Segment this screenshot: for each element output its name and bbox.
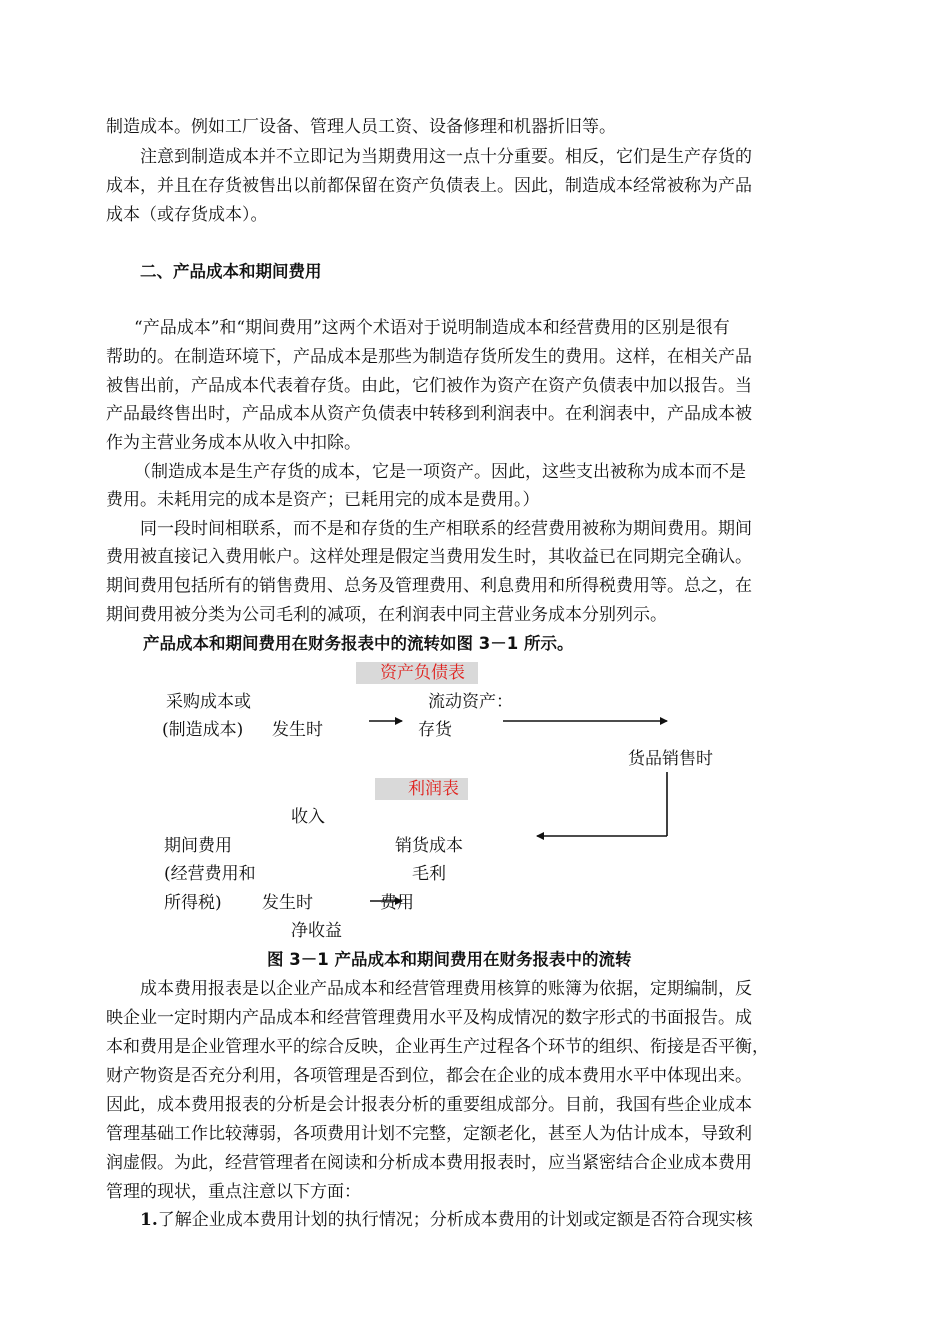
body-text-line: 成本，并且在存货被售出以前都保留在资产负债表上。因此，制造成本经常被称为产品: [106, 176, 752, 196]
figure-caption: 图 3－1 产品成本和期间费用在财务报表中的流转: [267, 950, 632, 969]
body-text-line: 费用。未耗用完的成本是资产；已耗用完的成本是费用。）: [106, 490, 540, 510]
body-text-line: 润虚假。为此，经营管理者在阅读和分析成本费用报表时，应当紧密结合企业成本费用: [106, 1153, 752, 1173]
body-text-line: 帮助的。在制造环境下，产品成本是那些为制造存货所发生的费用。这样，在相关产品: [106, 347, 752, 367]
body-text-line: 注意到制造成本并不立即记为当期费用这一点十分重要。相反，它们是生产存货的: [140, 147, 752, 167]
income-statement-label: 利润表: [408, 779, 459, 799]
gross-profit-label: 毛利: [412, 864, 446, 884]
cogs-label: 销货成本: [395, 836, 463, 856]
purchase-cost-label: 采购成本或: [166, 692, 251, 712]
body-text-line: 成本（或存货成本）。: [106, 205, 268, 225]
current-assets-label: 流动资产：: [428, 692, 513, 712]
inventory-label: 存货: [418, 720, 452, 740]
section-heading: 二、产品成本和期间费用: [140, 262, 322, 281]
body-text-line: 映企业一定时期内产品成本和经营管理费用水平及构成情况的数字形式的书面报告。成: [106, 1008, 752, 1028]
body-text-line: 成本费用报表是以企业产品成本和经营管理费用核算的账簿为依据，定期编制，反: [140, 979, 752, 999]
list-item-text: 了解企业成本费用计划的执行情况；分析成本费用的计划或定额是否符合现实核: [157, 1210, 753, 1230]
body-text-line: “产品成本”和“期间费用”这两个术语对于说明制造成本和经营费用的区别是很有: [134, 318, 730, 338]
body-text-line: 作为主营业务成本从收入中扣除。: [106, 433, 361, 453]
body-text-line: 费用被直接记入费用帐户。这样处理是假定当费用发生时，其收益已在同期完全确认。: [106, 547, 752, 567]
list-item: [140, 1210, 753, 1230]
goods-sold-label: 货品销售时: [628, 749, 713, 769]
body-text-line: 管理的现状，重点注意以下方面：: [106, 1182, 361, 1202]
body-text-line: 产品最终售出时，产品成本从资产负债表中转移到利润表中。在利润表中，产品成本被: [106, 404, 752, 424]
expense-label: 费用: [380, 893, 414, 913]
figure-intro: 产品成本和期间费用在财务报表中的流转如图 3－1 所示。: [143, 634, 574, 653]
body-text-line: 期间费用被分类为公司毛利的减项，在利润表中同主营业务成本分别列示。: [106, 605, 667, 625]
revenue-label: 收入: [291, 807, 325, 827]
body-text-line: 管理基础工作比较薄弱，各项费用计划不完整，定额老化，甚至人为估计成本，导致利: [106, 1124, 752, 1144]
body-text-line: 被售出前，产品成本代表着存货。由此，它们被作为资产在资产负债表中加以报告。当: [106, 376, 752, 396]
income-tax-label: 所得税): [164, 893, 222, 913]
manufacturing-cost-label: (制造成本): [162, 720, 244, 740]
body-text-line: 同一段时间相联系，而不是和存货的生产相联系的经营费用被称为期间费用。期间: [140, 519, 752, 539]
body-text-line: 制造成本。例如工厂设备、管理人员工资、设备修理和机器折旧等。: [106, 117, 616, 137]
body-text-line: 期间费用包括所有的销售费用、总务及管理费用、利息费用和所得税费用等。总之，在: [106, 576, 752, 596]
incurred-label: 发生时: [262, 893, 313, 913]
body-text-line: （制造成本是生产存货的成本，它是一项资产。因此，这些支出被称为成本而不是: [134, 462, 746, 482]
list-item-number: 1.: [140, 1210, 158, 1230]
body-text-line: 本和费用是企业管理水平的综合反映，企业再生产过程各个环节的组织、衔接是否平衡，: [106, 1037, 769, 1057]
net-income-label: 净收益: [291, 921, 342, 941]
body-text-line: 财产物资是否充分利用，各项管理是否到位，都会在企业的成本费用水平中体现出来。: [106, 1066, 752, 1086]
body-text-line: 因此，成本费用报表的分析是会计报表分析的重要组成部分。目前，我国有些企业成本: [106, 1095, 752, 1115]
period-expense-label: 期间费用: [164, 836, 232, 856]
balance-sheet-label: 资产负债表: [380, 663, 465, 683]
incurred-label: 发生时: [272, 720, 323, 740]
operating-expense-label: (经营费用和: [164, 864, 256, 884]
